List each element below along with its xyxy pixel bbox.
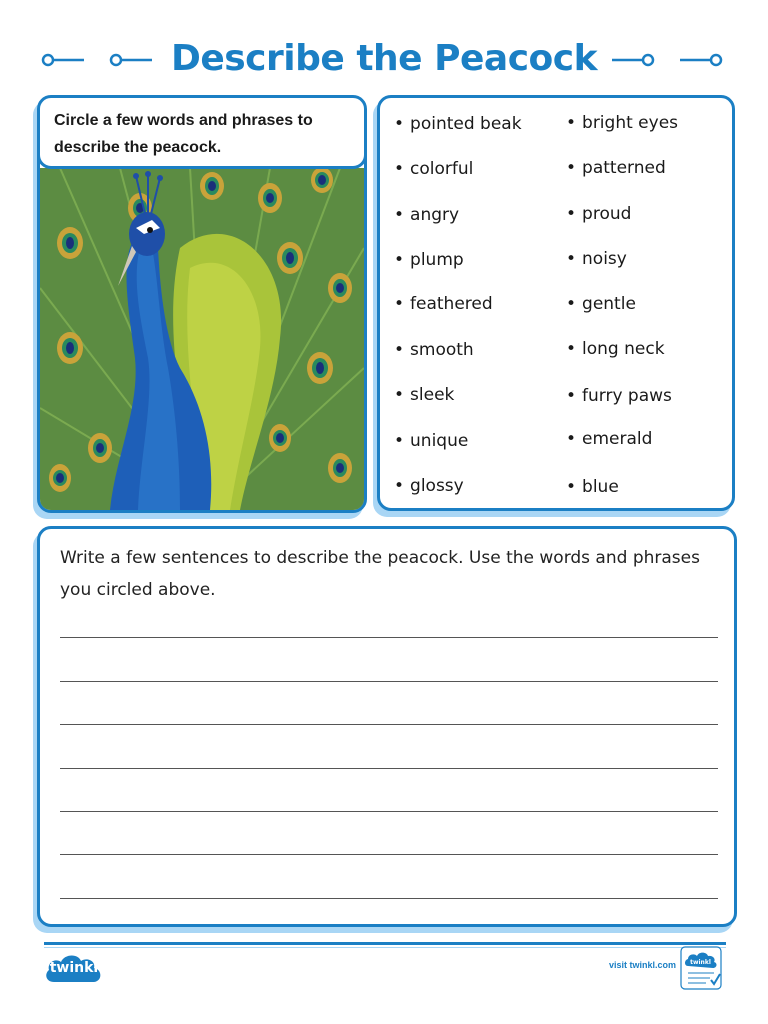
word-option[interactable]: • furry paws xyxy=(566,386,672,406)
quality-badge-icon xyxy=(680,946,722,990)
word-option[interactable]: • emerald xyxy=(566,429,652,449)
writing-line[interactable] xyxy=(60,768,718,769)
word-option[interactable]: • pointed beak xyxy=(394,114,522,134)
word-option[interactable]: • sleek xyxy=(394,385,454,405)
badge-label: twinkl xyxy=(690,959,711,966)
writing-line[interactable] xyxy=(60,854,718,855)
visit-link[interactable]: visit twinkl.com xyxy=(608,960,676,970)
word-option[interactable]: • patterned xyxy=(566,158,666,178)
left-decoration-icon xyxy=(40,52,160,68)
writing-line[interactable] xyxy=(60,681,718,682)
word-option[interactable]: • plump xyxy=(394,250,464,270)
word-option[interactable]: • blue xyxy=(566,477,619,497)
footer-rule xyxy=(44,942,726,945)
word-option[interactable]: • proud xyxy=(566,204,631,224)
word-option[interactable]: • angry xyxy=(394,205,459,225)
footer-rule-light xyxy=(44,947,726,948)
writing-line[interactable] xyxy=(60,811,718,812)
writing-prompt: Write a few sentences to describe the peacock. Use the words and phrases you circled above. xyxy=(60,548,700,600)
word-option[interactable]: • glossy xyxy=(394,476,464,496)
writing-line[interactable] xyxy=(60,898,718,899)
peacock-photo xyxy=(40,168,364,510)
writing-panel xyxy=(37,526,737,927)
logo-text: twinkl xyxy=(49,960,99,976)
word-option[interactable]: • gentle xyxy=(566,294,636,314)
image-panel xyxy=(37,95,367,513)
instruction-line-1: Circle a few words and phrases to xyxy=(54,112,313,129)
word-option[interactable]: • bright eyes xyxy=(566,113,678,133)
word-option[interactable]: • feathered xyxy=(394,294,493,314)
word-option[interactable]: • noisy xyxy=(566,249,627,269)
page-title: Describe the Peacock xyxy=(170,38,598,79)
writing-line[interactable] xyxy=(60,637,718,638)
word-option[interactable]: • smooth xyxy=(394,340,474,360)
instruction-line-2: describe the peacock. xyxy=(54,139,222,156)
word-option[interactable]: • colorful xyxy=(394,159,473,179)
word-option[interactable]: • unique xyxy=(394,431,468,451)
word-bank-panel xyxy=(377,95,735,511)
twinkl-logo[interactable] xyxy=(44,952,104,988)
right-decoration-icon xyxy=(610,52,730,68)
word-option[interactable]: • long neck xyxy=(566,339,665,359)
instruction-box xyxy=(37,95,367,169)
writing-line[interactable] xyxy=(60,724,718,725)
